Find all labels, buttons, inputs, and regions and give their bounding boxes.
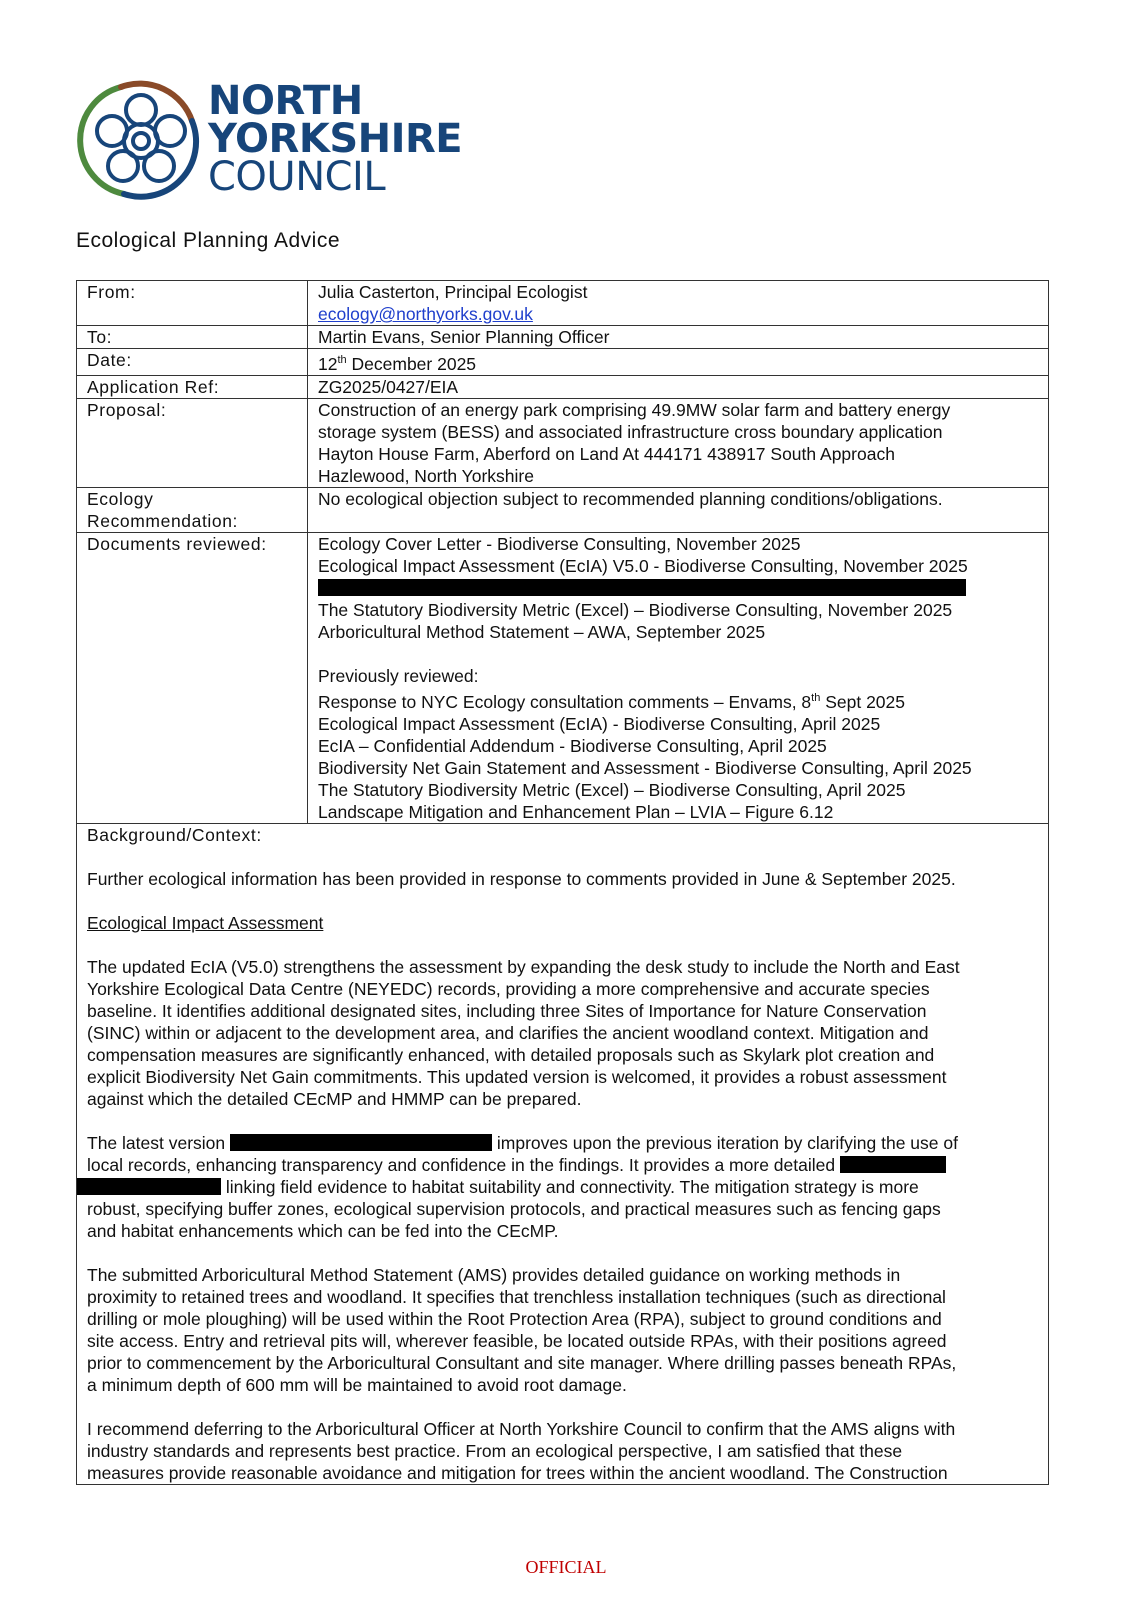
date-day: 12 — [318, 353, 338, 374]
advice-table — [76, 280, 1049, 1485]
paragraph-line — [87, 1154, 1038, 1176]
document-item-redacted — [318, 577, 1038, 599]
date-value — [308, 349, 1049, 376]
envams-tail: Sept 2025 — [820, 691, 905, 712]
to-label: To: — [77, 326, 308, 349]
recommendation-paragraph — [87, 1418, 1038, 1484]
recommendation-label-line: Ecology — [87, 488, 154, 509]
proposal-label: Proposal: — [77, 398, 308, 487]
spacer — [318, 643, 1038, 665]
paragraph-line: compensation measures are significantly enhanced, with detailed proposals such as Skylark plot creation and — [87, 1044, 935, 1065]
table-row-to — [77, 326, 1049, 349]
paragraph-line: prior to commencement by the Arboricultural Consultant and site manager. Where drilling passes beneath RPAs, — [87, 1352, 957, 1373]
application-ref-value: ZG2025/0427/EIA — [308, 375, 1049, 398]
paragraph-text: improves upon the previous iteration by clarifying the use of — [496, 1132, 958, 1153]
background-label: Background/Context: — [87, 824, 262, 845]
paragraph-line — [87, 1132, 1038, 1154]
paragraph-line: measures provide reasonable avoidance and mitigation for trees within the ancient woodland. The Construction — [87, 1462, 948, 1483]
logo-line-council: COUNCIL — [208, 154, 386, 200]
redaction-bar — [77, 1178, 221, 1195]
redaction-bar — [318, 579, 966, 596]
ecia-paragraph-2 — [87, 1132, 1038, 1242]
paragraph-text: local records, enhancing transparency and confidence in the findings. It provides a more detailed — [87, 1154, 836, 1175]
background-section — [77, 823, 1049, 1484]
recommendation-value: No ecological objection subject to recommended planning conditions/obligations. — [308, 487, 1049, 532]
proposal-value — [308, 398, 1049, 487]
document-item: Biodiversity Net Gain Statement and Assessment - Biodiverse Consulting, April 2025 — [318, 757, 972, 778]
paragraph-line — [77, 1176, 1038, 1198]
application-ref-label: Application Ref: — [77, 375, 308, 398]
date-label: Date: — [77, 349, 308, 376]
document-item: The Statutory Biodiversity Metric (Excel) – Biodiverse Consulting, April 2025 — [318, 779, 906, 800]
tudor-rose-emblem-icon — [76, 76, 206, 206]
paragraph-text: linking field evidence to habitat suitability and connectivity. The mitigation strategy is more — [225, 1176, 919, 1197]
table-row-from — [77, 281, 1049, 326]
table-row-recommendation — [77, 487, 1049, 532]
envams-sup: th — [811, 691, 821, 704]
ecia-paragraph-1 — [87, 956, 1038, 1110]
table-row-proposal — [77, 398, 1049, 487]
paragraph-line: and habitat enhancements which can be fed into the CEcMP. — [87, 1220, 559, 1241]
redaction-bar — [840, 1156, 946, 1173]
date-suffix: th — [337, 354, 347, 366]
proposal-line: Construction of an energy park comprising 49.9MW solar farm and battery energy — [318, 399, 951, 420]
document-item: Ecological Impact Assessment (EcIA) V5.0 - Biodiverse Consulting, November 2025 — [318, 555, 968, 576]
paragraph-line: Yorkshire Ecological Data Centre (NEYEDC) records, providing a more comprehensive and accurate species — [87, 978, 930, 999]
council-logo — [76, 76, 476, 206]
proposal-line: storage system (BESS) and associated infrastructure cross boundary application — [318, 421, 943, 442]
from-name: Julia Casterton, Principal Ecologist — [318, 282, 588, 302]
documents-list — [308, 532, 1049, 823]
redaction-bar — [230, 1134, 492, 1151]
ams-paragraph — [87, 1264, 1038, 1396]
previously-reviewed-heading: Previously reviewed: — [318, 665, 479, 686]
background-intro: Further ecological information has been provided in response to comments provided in June & September 2025. — [87, 868, 956, 889]
paragraph-line: The updated EcIA (V5.0) strengthens the assessment by expanding the desk study to include the North and East — [87, 956, 960, 977]
table-row-background — [77, 823, 1049, 1484]
envams-text: Response to NYC Ecology consultation comments – Envams, 8 — [318, 691, 812, 712]
paragraph-line: explicit Biodiversity Net Gain commitments. This updated version is welcomed, it provides a robust assessment — [87, 1066, 947, 1087]
date-rest: December 2025 — [346, 353, 477, 374]
document-item: Arboricultural Method Statement – AWA, September 2025 — [318, 621, 766, 642]
proposal-line: Hayton House Farm, Aberford on Land At 444171 438917 South Approach — [318, 443, 895, 464]
latest-version-text: The latest version — [87, 1132, 226, 1153]
to-value: Martin Evans, Senior Planning Officer — [308, 326, 1049, 349]
logo-line-yorkshire: YORKSHIRE — [208, 116, 463, 162]
document-item: The Statutory Biodiversity Metric (Excel) – Biodiverse Consulting, November 2025 — [318, 599, 953, 620]
recommendation-label-line: Recommendation: — [87, 510, 239, 531]
ecology-email-link[interactable]: ecology@northyorks.gov.uk — [318, 304, 533, 324]
documents-label: Documents reviewed: — [77, 532, 308, 823]
paragraph-line: site access. Entry and retrieval pits will, wherever feasible, be located outside RPAs, with their positions agreed — [87, 1330, 947, 1351]
logo-line-north: NORTH — [208, 78, 363, 124]
document-item — [318, 687, 1038, 713]
table-row-application-ref — [77, 375, 1049, 398]
from-label: From: — [77, 281, 308, 326]
paragraph-line: The submitted Arboricultural Method Statement (AMS) provides detailed guidance on working methods in — [87, 1264, 901, 1285]
recommendation-label — [77, 487, 308, 532]
official-marking: OFFICIAL — [525, 1557, 607, 1577]
paragraph-line: against which the detailed CEcMP and HMMP can be prepared. — [87, 1088, 582, 1109]
from-value — [308, 281, 1049, 326]
ecia-subheading: Ecological Impact Assessment — [87, 912, 324, 933]
logo-wordmark — [208, 78, 463, 200]
paragraph-line: industry standards and represents best practice. From an ecological perspective, I am satisfied that these — [87, 1440, 903, 1461]
document-item: Ecology Cover Letter - Biodiverse Consulting, November 2025 — [318, 533, 801, 554]
document-item: Landscape Mitigation and Enhancement Plan – LVIA – Figure 6.12 — [318, 801, 834, 822]
paragraph-line: (SINC) within or adjacent to the development area, and clarifies the ancient woodland context. Mitigation and — [87, 1022, 929, 1043]
document-item: Ecological Impact Assessment (EcIA) - Biodiverse Consulting, April 2025 — [318, 713, 881, 734]
paragraph-line: proximity to retained trees and woodland. It specifies that trenchless installation techniques (such as directional — [87, 1286, 946, 1307]
table-row-documents — [77, 532, 1049, 823]
paragraph-line: baseline. It identifies additional designated sites, including three Sites of Importance for Nature Conservation — [87, 1000, 927, 1021]
paragraph-line: robust, specifying buffer zones, ecological supervision protocols, and practical measures such as fencing gaps — [87, 1198, 941, 1219]
paragraph-line: drilling or mole ploughing) will be used within the Root Protection Area (RPA), subject to ground conditions and — [87, 1308, 942, 1329]
paragraph-line: a minimum depth of 600 mm will be maintained to avoid root damage. — [87, 1374, 627, 1395]
document-item: EcIA – Confidential Addendum - Biodiverse Consulting, April 2025 — [318, 735, 827, 756]
table-row-date — [77, 349, 1049, 376]
paragraph-line: I recommend deferring to the Arboricultural Officer at North Yorkshire Council to confirm that the AMS aligns with — [87, 1418, 956, 1439]
page-title: Ecological Planning Advice — [76, 229, 340, 252]
proposal-line: Hazlewood, North Yorkshire — [318, 465, 534, 486]
